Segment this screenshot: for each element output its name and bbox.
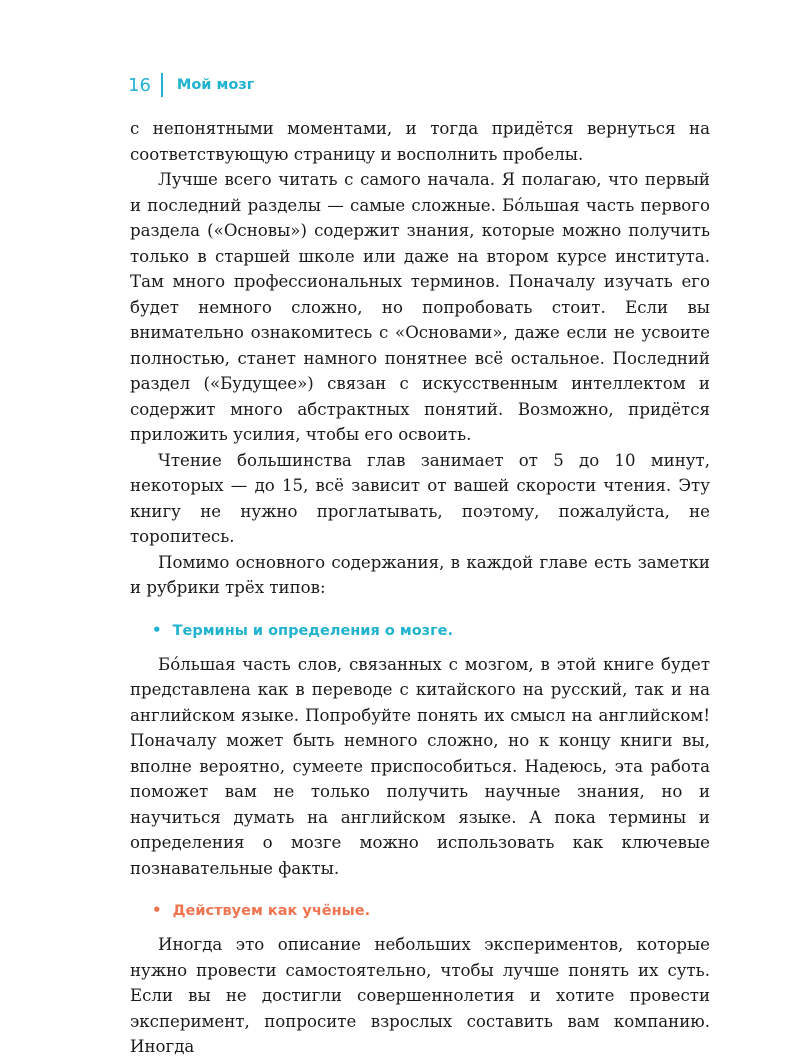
paragraph-reading-order: Лучше всего читать с самого начала. Я полагаю, что первый и последний разделы — самые сложные. Бóльшая часть первого раздела («Основы») содержит знания, которые можно получить только в старшей школе или даже на втором курсе института. Там много профессиональных терминов. Поначалу изучать его будет немного сложно, но попробовать стоит. Если вы внимательно ознакомитесь с «Основами», даже если не усвоите полностью, станет намного понятнее всё остальное. Последний раздел («Будущее») связан с искусственным интеллектом и содержит много абстрактных понятий. Возможно, придётся приложить усилия, чтобы его освоить. <box>130 170 710 444</box>
page-body <box>130 116 710 1060</box>
rubric-terms-heading <box>152 619 710 642</box>
running-title: Мой мозг <box>176 77 255 93</box>
bullet-icon: • <box>152 901 162 919</box>
bullet-icon: • <box>152 620 162 639</box>
paragraph-experiments: Иногда это описание небольших экспериментов, которые нужно провести самостоятельно, чтобы лучше понять их суть. Если вы не достигли совершеннолетия и хотите провести эксперимент, попросите взрослых составить вам компанию. Иногда <box>130 935 710 1056</box>
page-number: 16 <box>128 74 151 96</box>
paragraph-rubric-intro: Помимо основного содержания, в каждой главе есть заметки и рубрики трёх типов: <box>130 552 710 597</box>
rubric-terms-label: Термины и определения о мозге. <box>172 622 453 639</box>
rubric-scientists-label: Действуем как учёные. <box>172 903 371 919</box>
paragraph-continued: с непонятными моментами, и тогда придётся вернуться на соответствующую страницу и восполнить пробелы. <box>130 119 710 164</box>
rubric-scientists-heading <box>152 899 710 922</box>
page-header <box>128 72 254 98</box>
header-divider <box>161 73 163 97</box>
paragraph-terms: Бóльшая часть слов, связанных с мозгом, в этой книге будет представлена как в переводе с китайского на русский, так и на английском языке. Попробуйте понять их смысл на английском! Поначалу может быть немного сложно, но к концу книги вы, вполне вероятно, сумеете приспособиться. Надеюсь, эта работа поможет вам не только получить научные знания, но и научиться думать на английском языке. А пока термины и определения о мозге можно использовать как ключевые познавательные факты. <box>130 654 710 878</box>
paragraph-reading-time: Чтение большинства глав занимает от 5 до 10 минут, некоторых — до 15, всё зависит от вашей скорости чтения. Эту книгу не нужно проглатывать, поэтому, пожалуйста, не торопитесь. <box>130 450 710 546</box>
